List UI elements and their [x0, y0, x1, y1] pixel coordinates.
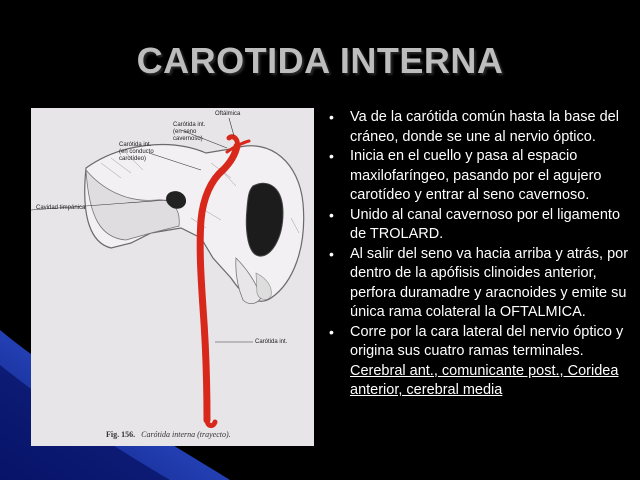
- bullet-text: Inicia en el cuello y pasa al espacio maxilofaríngeo, pasando por el agujero carotídeo y entrar al seno cavernoso.: [350, 148, 602, 203]
- bullet-dot-icon: •: [329, 206, 334, 223]
- bullet-item: [327, 323, 632, 401]
- label-ophthalmic: Oftálmica: [215, 111, 241, 117]
- bullet-dot-icon: •: [329, 323, 334, 340]
- figure-caption-text: Carótida interna (trayecto).: [141, 430, 231, 439]
- bullet-item: [327, 245, 632, 323]
- bullet-dot-icon: •: [329, 109, 334, 125]
- bullet-text: Va de la carótida común hasta la base del cráneo, donde se une al nervio óptico.: [350, 109, 619, 145]
- skull-illustration: [31, 108, 314, 446]
- figure-caption: [106, 430, 231, 439]
- terminal-branches-link-text: Cerebral ant., comunicante post., Coridea anterior, cerebral media: [350, 362, 619, 398]
- label-carotid-canal: Carótida int. (en conducto carotídeo): [119, 142, 154, 162]
- label-carotid-int: Carótida int.: [255, 339, 288, 345]
- bullet-item: [327, 108, 632, 147]
- label-carotid-cavernous: Carótida int. (en seno cavernoso): [173, 122, 206, 142]
- bullet-text: Unido al canal cavernoso por el ligamento de TROLARD.: [350, 206, 621, 242]
- bullet-dot-icon: •: [329, 148, 334, 164]
- slide-title: CAROTIDA INTERNA: [136, 40, 504, 81]
- bullet-item: [327, 206, 632, 245]
- anatomy-figure: [31, 108, 314, 446]
- figure-number: Fig. 156.: [106, 430, 136, 439]
- bullet-item: [327, 147, 632, 206]
- label-tympanic-cavity: Cavidad timpánica: [36, 205, 86, 211]
- bullet-text: Corre por la cara lateral del nervio óptico y origina sus cuatro ramas terminales.: [350, 323, 624, 359]
- bullet-list: [327, 108, 632, 401]
- bullet-text: Al salir del seno va hacia arriba y atrás, por dentro de la apófisis clinoides anterior, perfora duramadre y aracnoides y emite su única rama colateral la OFTALMICA.: [350, 245, 629, 320]
- bullet-dot-icon: •: [329, 245, 334, 262]
